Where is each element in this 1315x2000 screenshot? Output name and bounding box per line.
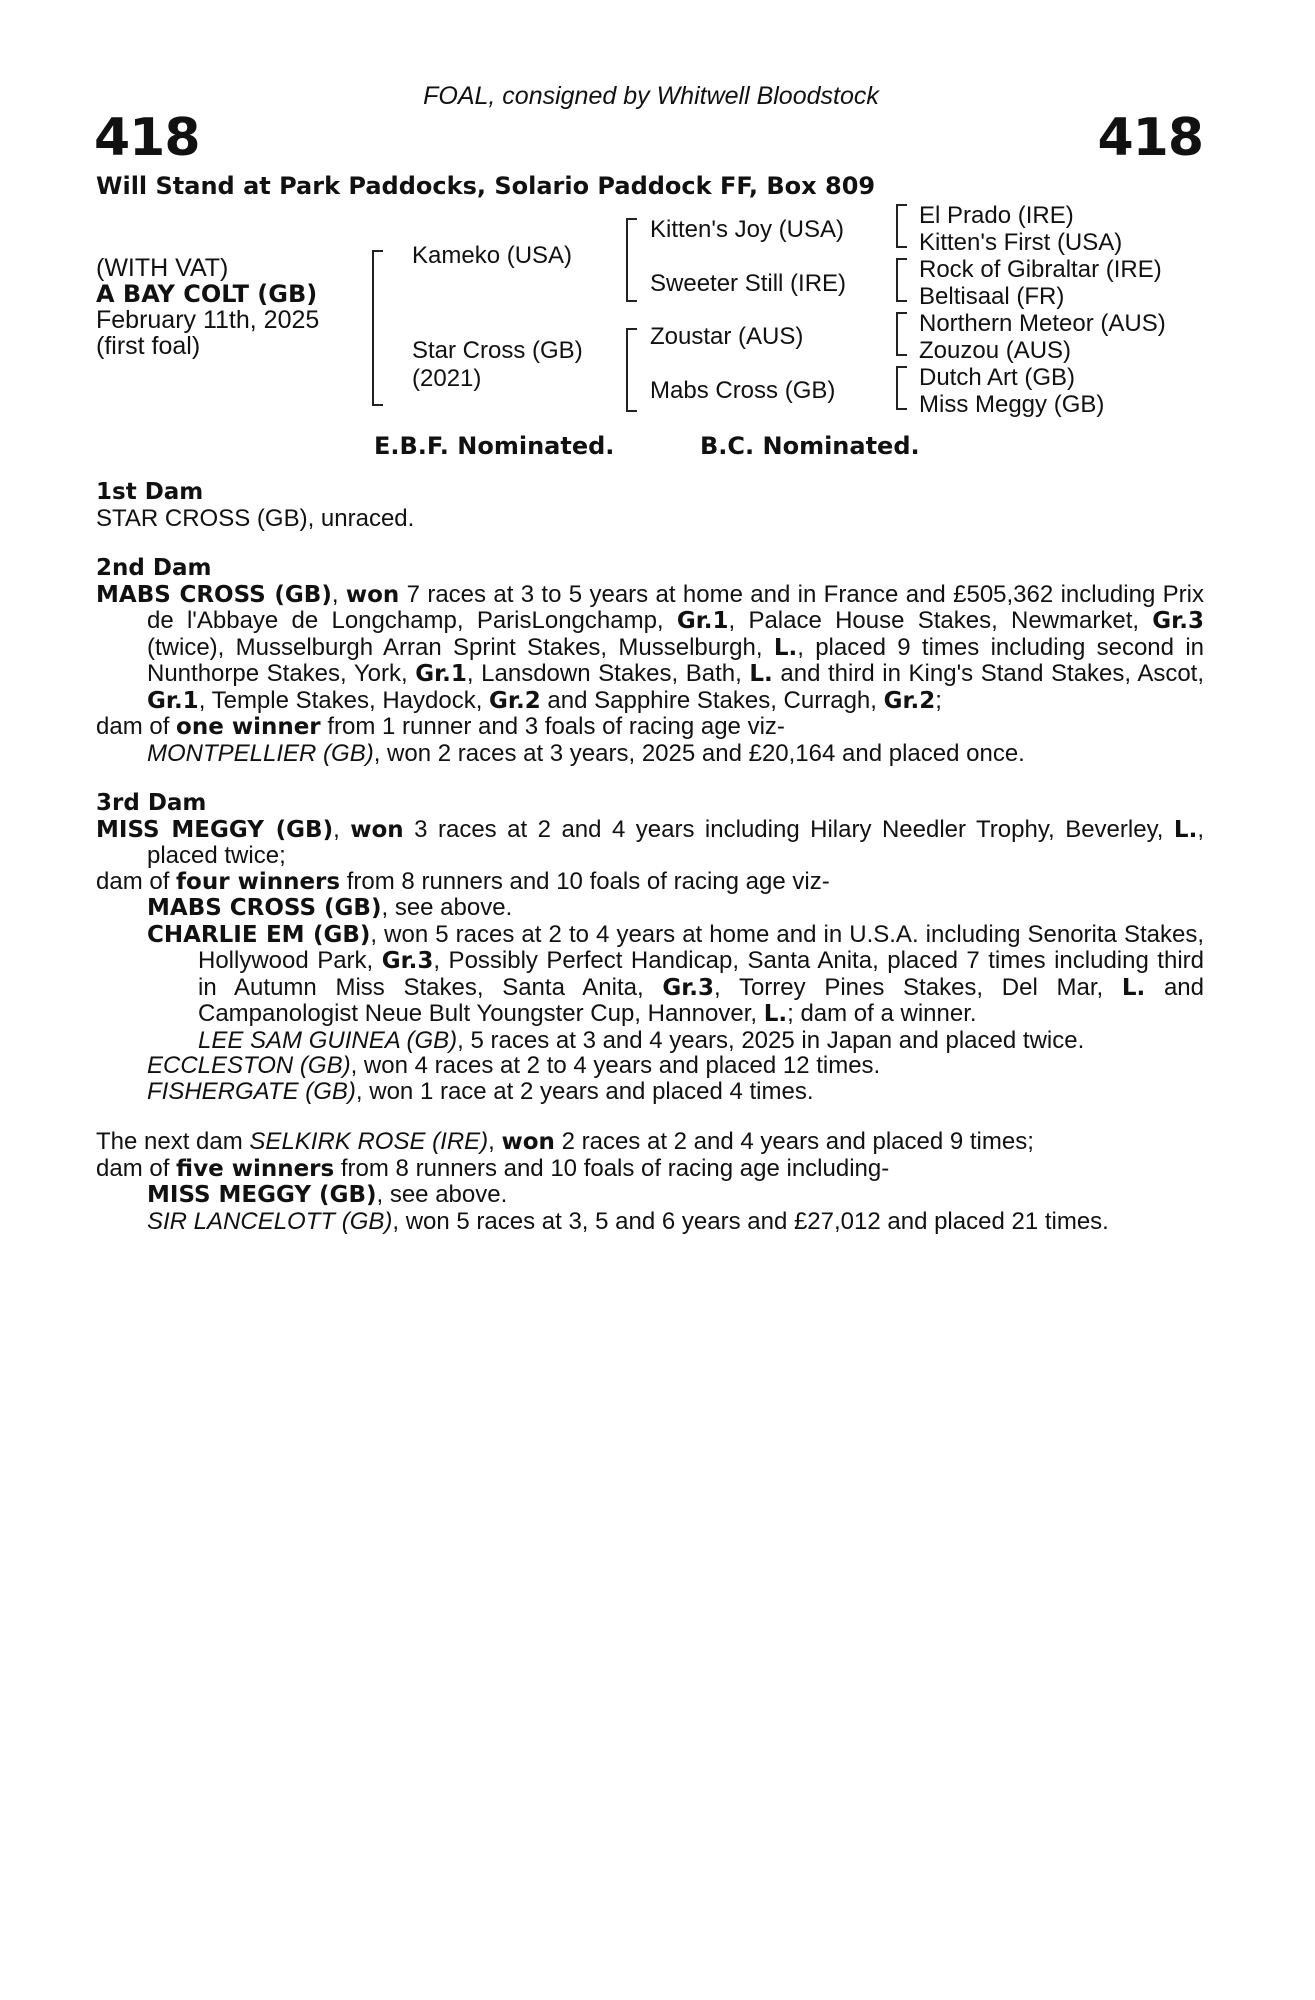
third-dam-progeny-2: CHARLIE EM (GB), won 5 races at 2 to 4 years at home and in U.S.A. including Senorita Stakes, Hollywood Park, Gr.3, Possibly Perfect Handicap, Santa Anita, placed 7 times including third in Autumn Miss Stakes, Santa Anita, Gr.3, Torrey Pines Stakes, Del Mar, L. and Campanologist Neue Bult Youngster Cup, Hannover, L.; dam of a winner. [147, 920, 1204, 1027]
second-dam-record: MABS CROSS (GB), won 7 races at 3 to 5 years at home and in France and £505,362 including Prix de l'Abbaye de Longchamp, ParisLongchamp, Gr.1, Palace House Stakes, Newmarket, Gr.3 (twice), Musselburgh Arran Sprint Stakes, Musselburgh, L., placed 9 times including second in Nunthorpe Stakes, York, Gr.1, Lansdown Stakes, Bath, L. and third in King's Stand Stakes, Ascot, Gr.1, Temple Stakes, Haydock, Gr.2 and Sapphire Stakes, Curragh, Gr.2; [96, 580, 1205, 714]
sire-dam: Sweeter Still (IRE) [650, 270, 847, 297]
second-dam-produce: dam of one winner from 1 runner and 3 foals of racing age viz- [96, 713, 785, 740]
third-dam-progeny-1: MABS CROSS (GB), see above. [147, 894, 513, 921]
stand-location: Will Stand at Park Paddocks, Solario Paddock FF, Box 809 [96, 172, 876, 200]
gdam-3: Dutch Art (GB) [919, 364, 1076, 391]
next-dam-name: SELKIRK ROSE (IRE) [249, 1128, 489, 1155]
g-brace-3 [896, 312, 907, 356]
gsire-2: Kitten's First (USA) [919, 229, 1123, 256]
sire: Kameko (USA) [412, 242, 573, 269]
gsire-3: Rock of Gibraltar (IRE) [919, 256, 1162, 283]
third-dam-progeny-4: FISHERGATE (GB), won 1 race at 2 years and placed 4 times. [147, 1077, 814, 1105]
next-dam-progeny-1: MISS MEGGY (GB), see above. [147, 1181, 508, 1208]
bc-nominated: B.C. Nominated. [700, 432, 920, 460]
ebf-nominated: E.B.F. Nominated. [374, 432, 615, 460]
dam-year: (2021) [412, 365, 482, 392]
gdam-2: Zouzou (AUS) [919, 337, 1072, 364]
third-dam-name: MISS MEGGY (GB) [96, 816, 334, 843]
vat-label: (WITH VAT) [96, 254, 229, 282]
third-dam-title: 3rd Dam [96, 790, 207, 816]
first-dam-text: STAR CROSS (GB), unraced. [96, 504, 415, 532]
next-dam-progeny-2: SIR LANCELOTT (GB), won 5 races at 3, 5 and 6 years and £27,012 and placed 21 times. [147, 1207, 1109, 1235]
second-dam-title: 2nd Dam [96, 555, 212, 581]
third-dam-progeny-3: ECCLESTON (GB), won 4 races at 2 to 4 years and placed 12 times. [147, 1052, 881, 1079]
sire-sire: Kitten's Joy (USA) [650, 216, 844, 243]
foal-dob: February 11th, 2025 [96, 306, 320, 334]
pedigree-notes [96, 480, 1204, 1234]
next-dam-produce: dam of five winners from 8 runners and 10 foals of racing age including- [96, 1154, 890, 1182]
g-brace-4 [896, 366, 907, 410]
lot-number-left: 418 [94, 108, 200, 168]
g-brace-2 [896, 258, 907, 302]
gsire-4: Beltisaal (FR) [919, 283, 1065, 310]
consignor-line: FOAL, consigned by Whitwell Bloodstock [423, 82, 879, 110]
third-dam-record: MISS MEGGY (GB), won 3 races at 2 and 4 years including Hilary Needler Trophy, Beverley, L., placed twice; [96, 815, 1204, 869]
second-dam-name: MABS CROSS (GB) [96, 581, 332, 608]
second-dam-progeny-1: MONTPELLIER (GB), won 2 races at 3 years, 2025 and £20,164 and placed once. [147, 739, 1025, 767]
dam-brace [626, 328, 637, 412]
gdam-4: Miss Meggy (GB) [919, 391, 1105, 418]
dam-dam: Mabs Cross (GB) [650, 377, 836, 404]
lot-number-right: 418 [1097, 108, 1203, 168]
dam: Star Cross (GB) [412, 337, 583, 364]
dam-sire: Zoustar (AUS) [650, 323, 804, 350]
foal-info [96, 255, 319, 359]
foal-name: A BAY COLT (GB) [96, 280, 318, 308]
third-dam-grandprogeny-1: LEE SAM GUINEA (GB), 5 races at 3 and 4 years, 2025 in Japan and placed twice. [198, 1026, 1085, 1054]
g-brace-1 [896, 204, 907, 248]
gdam-1: Northern Meteor (AUS) [919, 310, 1166, 337]
foal-brace [372, 250, 383, 406]
third-dam-produce: dam of four winners from 8 runners and 10 foals of racing age viz- [96, 867, 830, 895]
next-dam-record: The next dam SELKIRK ROSE (IRE), won 2 races at 2 and 4 years and placed 9 times; [96, 1128, 1034, 1155]
foal-note: (first foal) [96, 332, 201, 360]
gsire-1: El Prado (IRE) [919, 202, 1074, 229]
first-dam-title: 1st Dam [96, 479, 204, 505]
sire-brace [626, 218, 637, 302]
